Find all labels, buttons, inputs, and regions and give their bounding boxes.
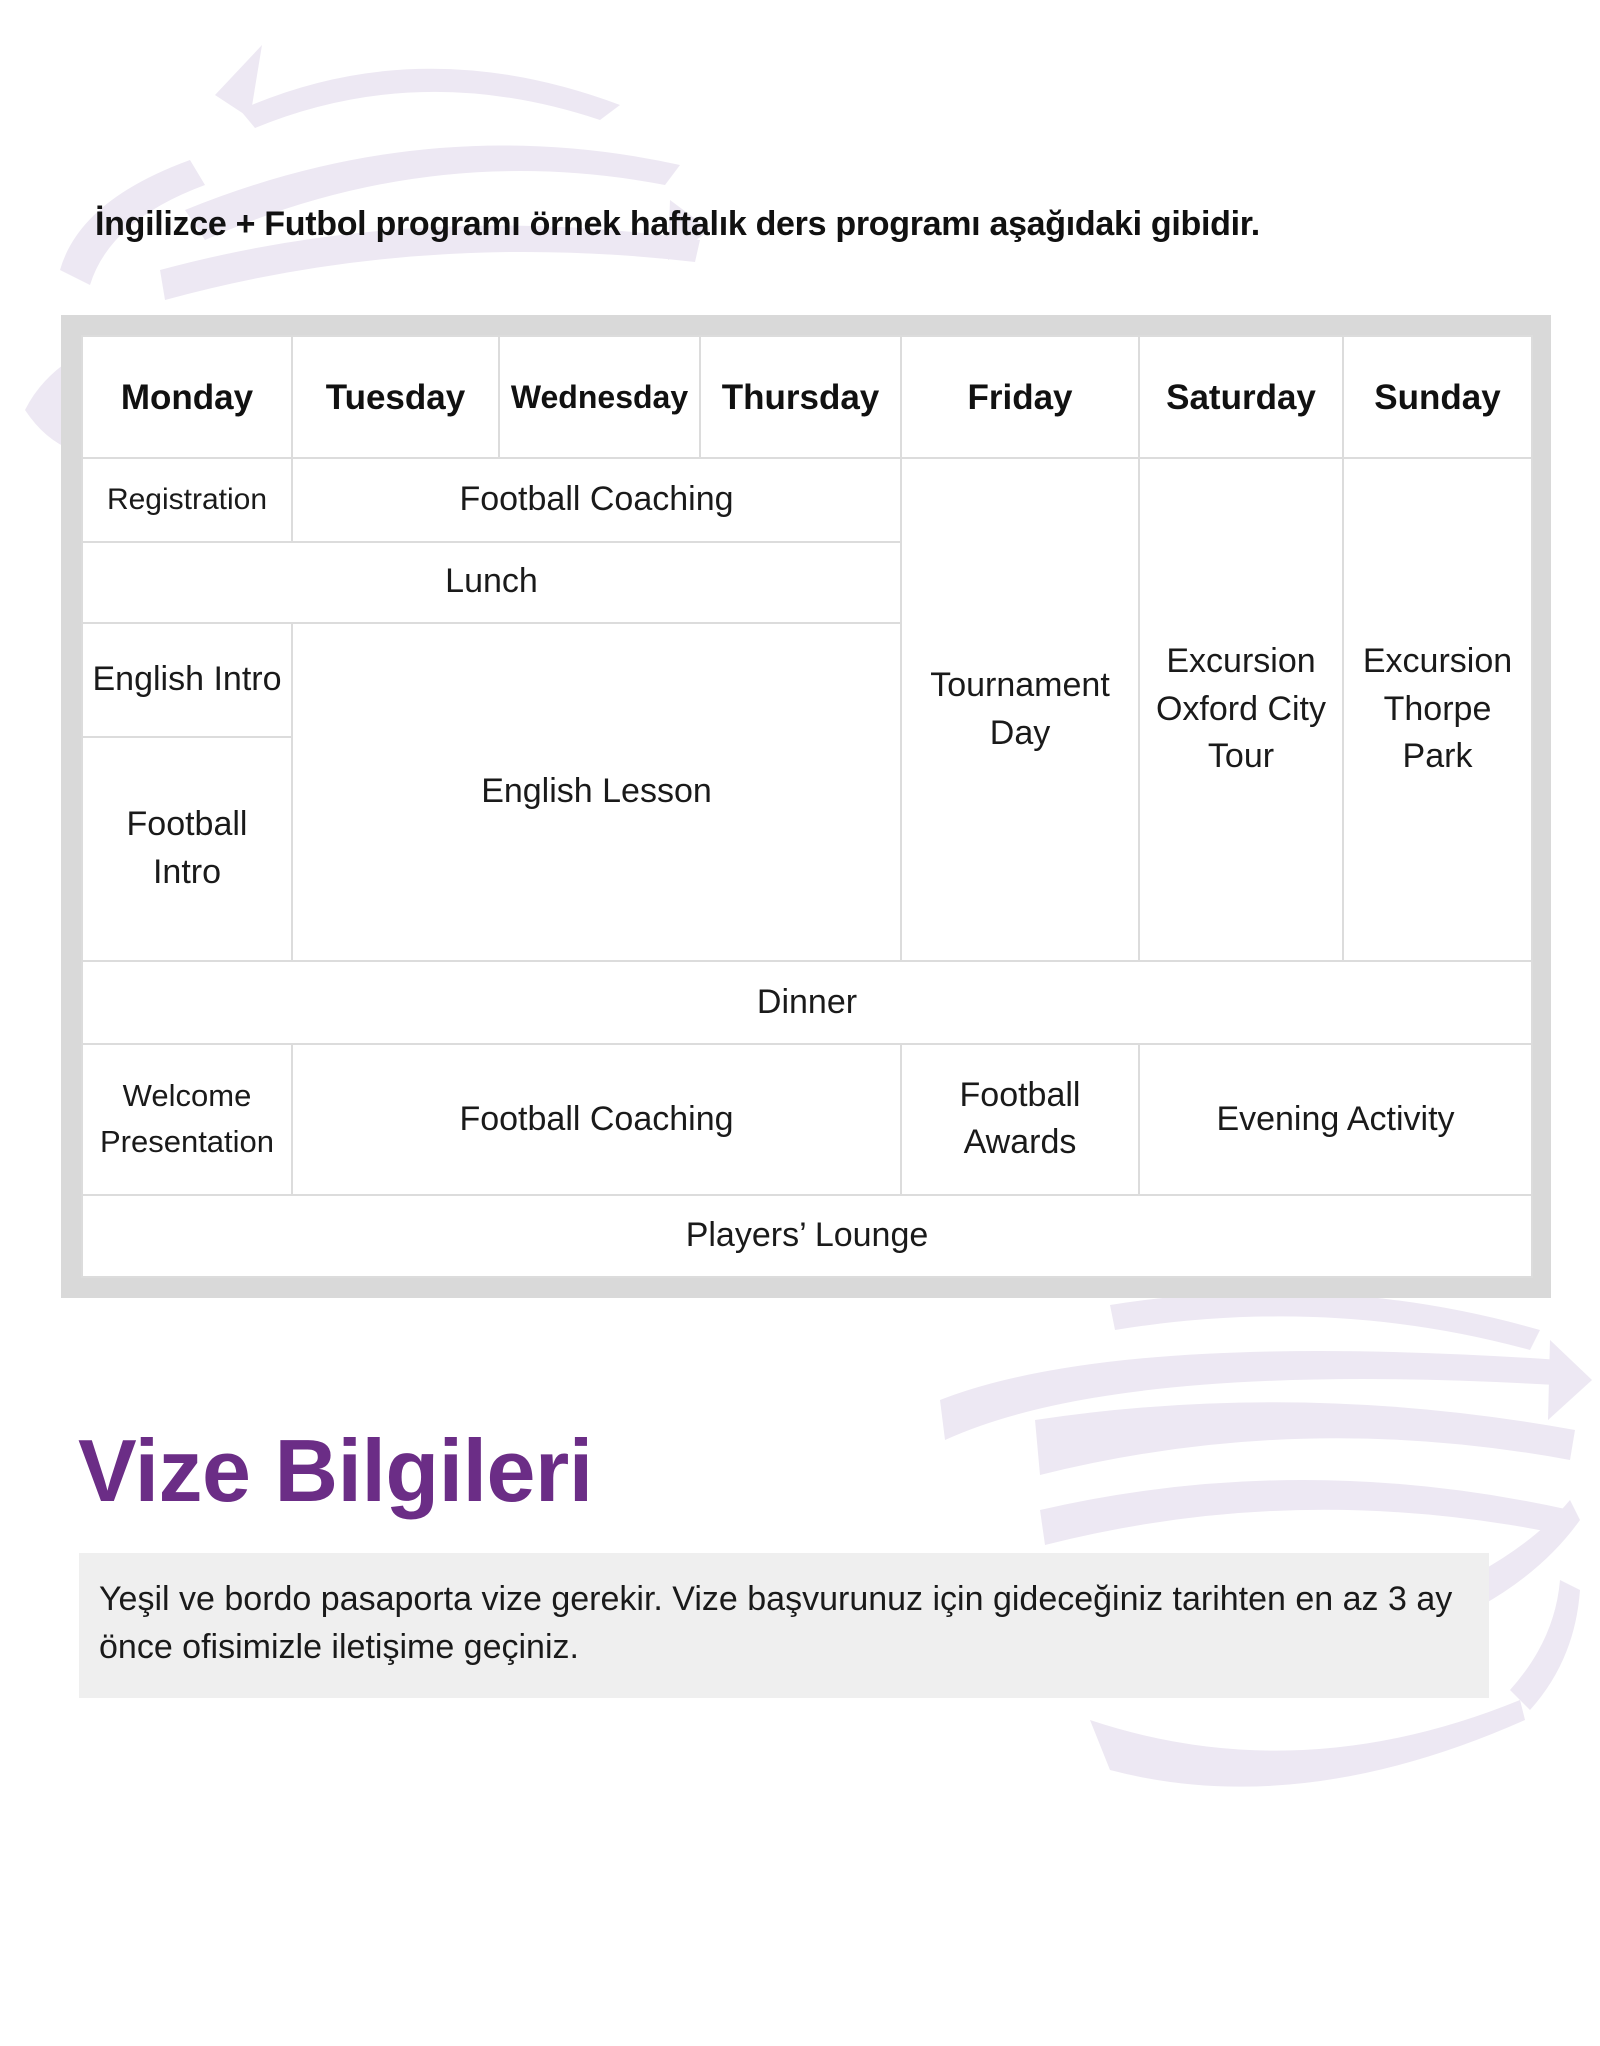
day-header-tuesday: Tuesday [292, 336, 499, 458]
football-awards-cell: Football Awards [901, 1044, 1139, 1194]
weekly-schedule-table [81, 335, 1533, 1278]
football-intro-cell: Football Intro [82, 737, 292, 961]
football-coaching-evening-cell: Football Coaching [292, 1044, 901, 1194]
day-header-sunday: Sunday [1343, 336, 1532, 458]
table-row [82, 458, 1532, 541]
lunch-cell: Lunch [82, 542, 901, 623]
tournament-day-cell: Tournament Day [901, 458, 1139, 961]
visa-info-text: Yeşil ve bordo pasaporta vize gerekir. Vize başvurunuz için gideceğiniz tarihten en az 3 ay önce ofisimizle iletişime geçiniz. [99, 1580, 1453, 1666]
weekly-schedule-frame [61, 315, 1551, 1298]
english-intro-cell: English Intro [82, 623, 292, 737]
day-header-saturday: Saturday [1139, 336, 1343, 458]
day-header-friday: Friday [901, 336, 1139, 458]
day-header-wednesday: Wednesday [499, 336, 700, 458]
table-row [82, 1044, 1532, 1194]
table-row [82, 961, 1532, 1044]
registration-cell: Registration [82, 458, 292, 541]
intro-text: İngilizce + Futbol programı örnek haftalık ders programı aşağıdaki gibidir. [95, 205, 1260, 243]
excursion-oxford-cell: Excursion Oxford City Tour [1139, 458, 1343, 961]
football-coaching-morning-cell: Football Coaching [292, 458, 901, 541]
visa-info-box [79, 1553, 1489, 1698]
table-row [82, 1195, 1532, 1277]
day-header-monday: Monday [82, 336, 292, 458]
table-row-days [82, 336, 1532, 458]
day-header-thursday: Thursday [700, 336, 901, 458]
welcome-presentation-cell: Welcome Presentation [82, 1044, 292, 1194]
excursion-thorpe-park-cell: Excursion Thorpe Park [1343, 458, 1532, 961]
players-lounge-cell: Players’ Lounge [82, 1195, 1532, 1277]
visa-section-title: Vize Bilgileri [78, 1421, 593, 1520]
english-lesson-cell: English Lesson [292, 623, 901, 961]
dinner-cell: Dinner [82, 961, 1532, 1044]
evening-activity-cell: Evening Activity [1139, 1044, 1532, 1194]
